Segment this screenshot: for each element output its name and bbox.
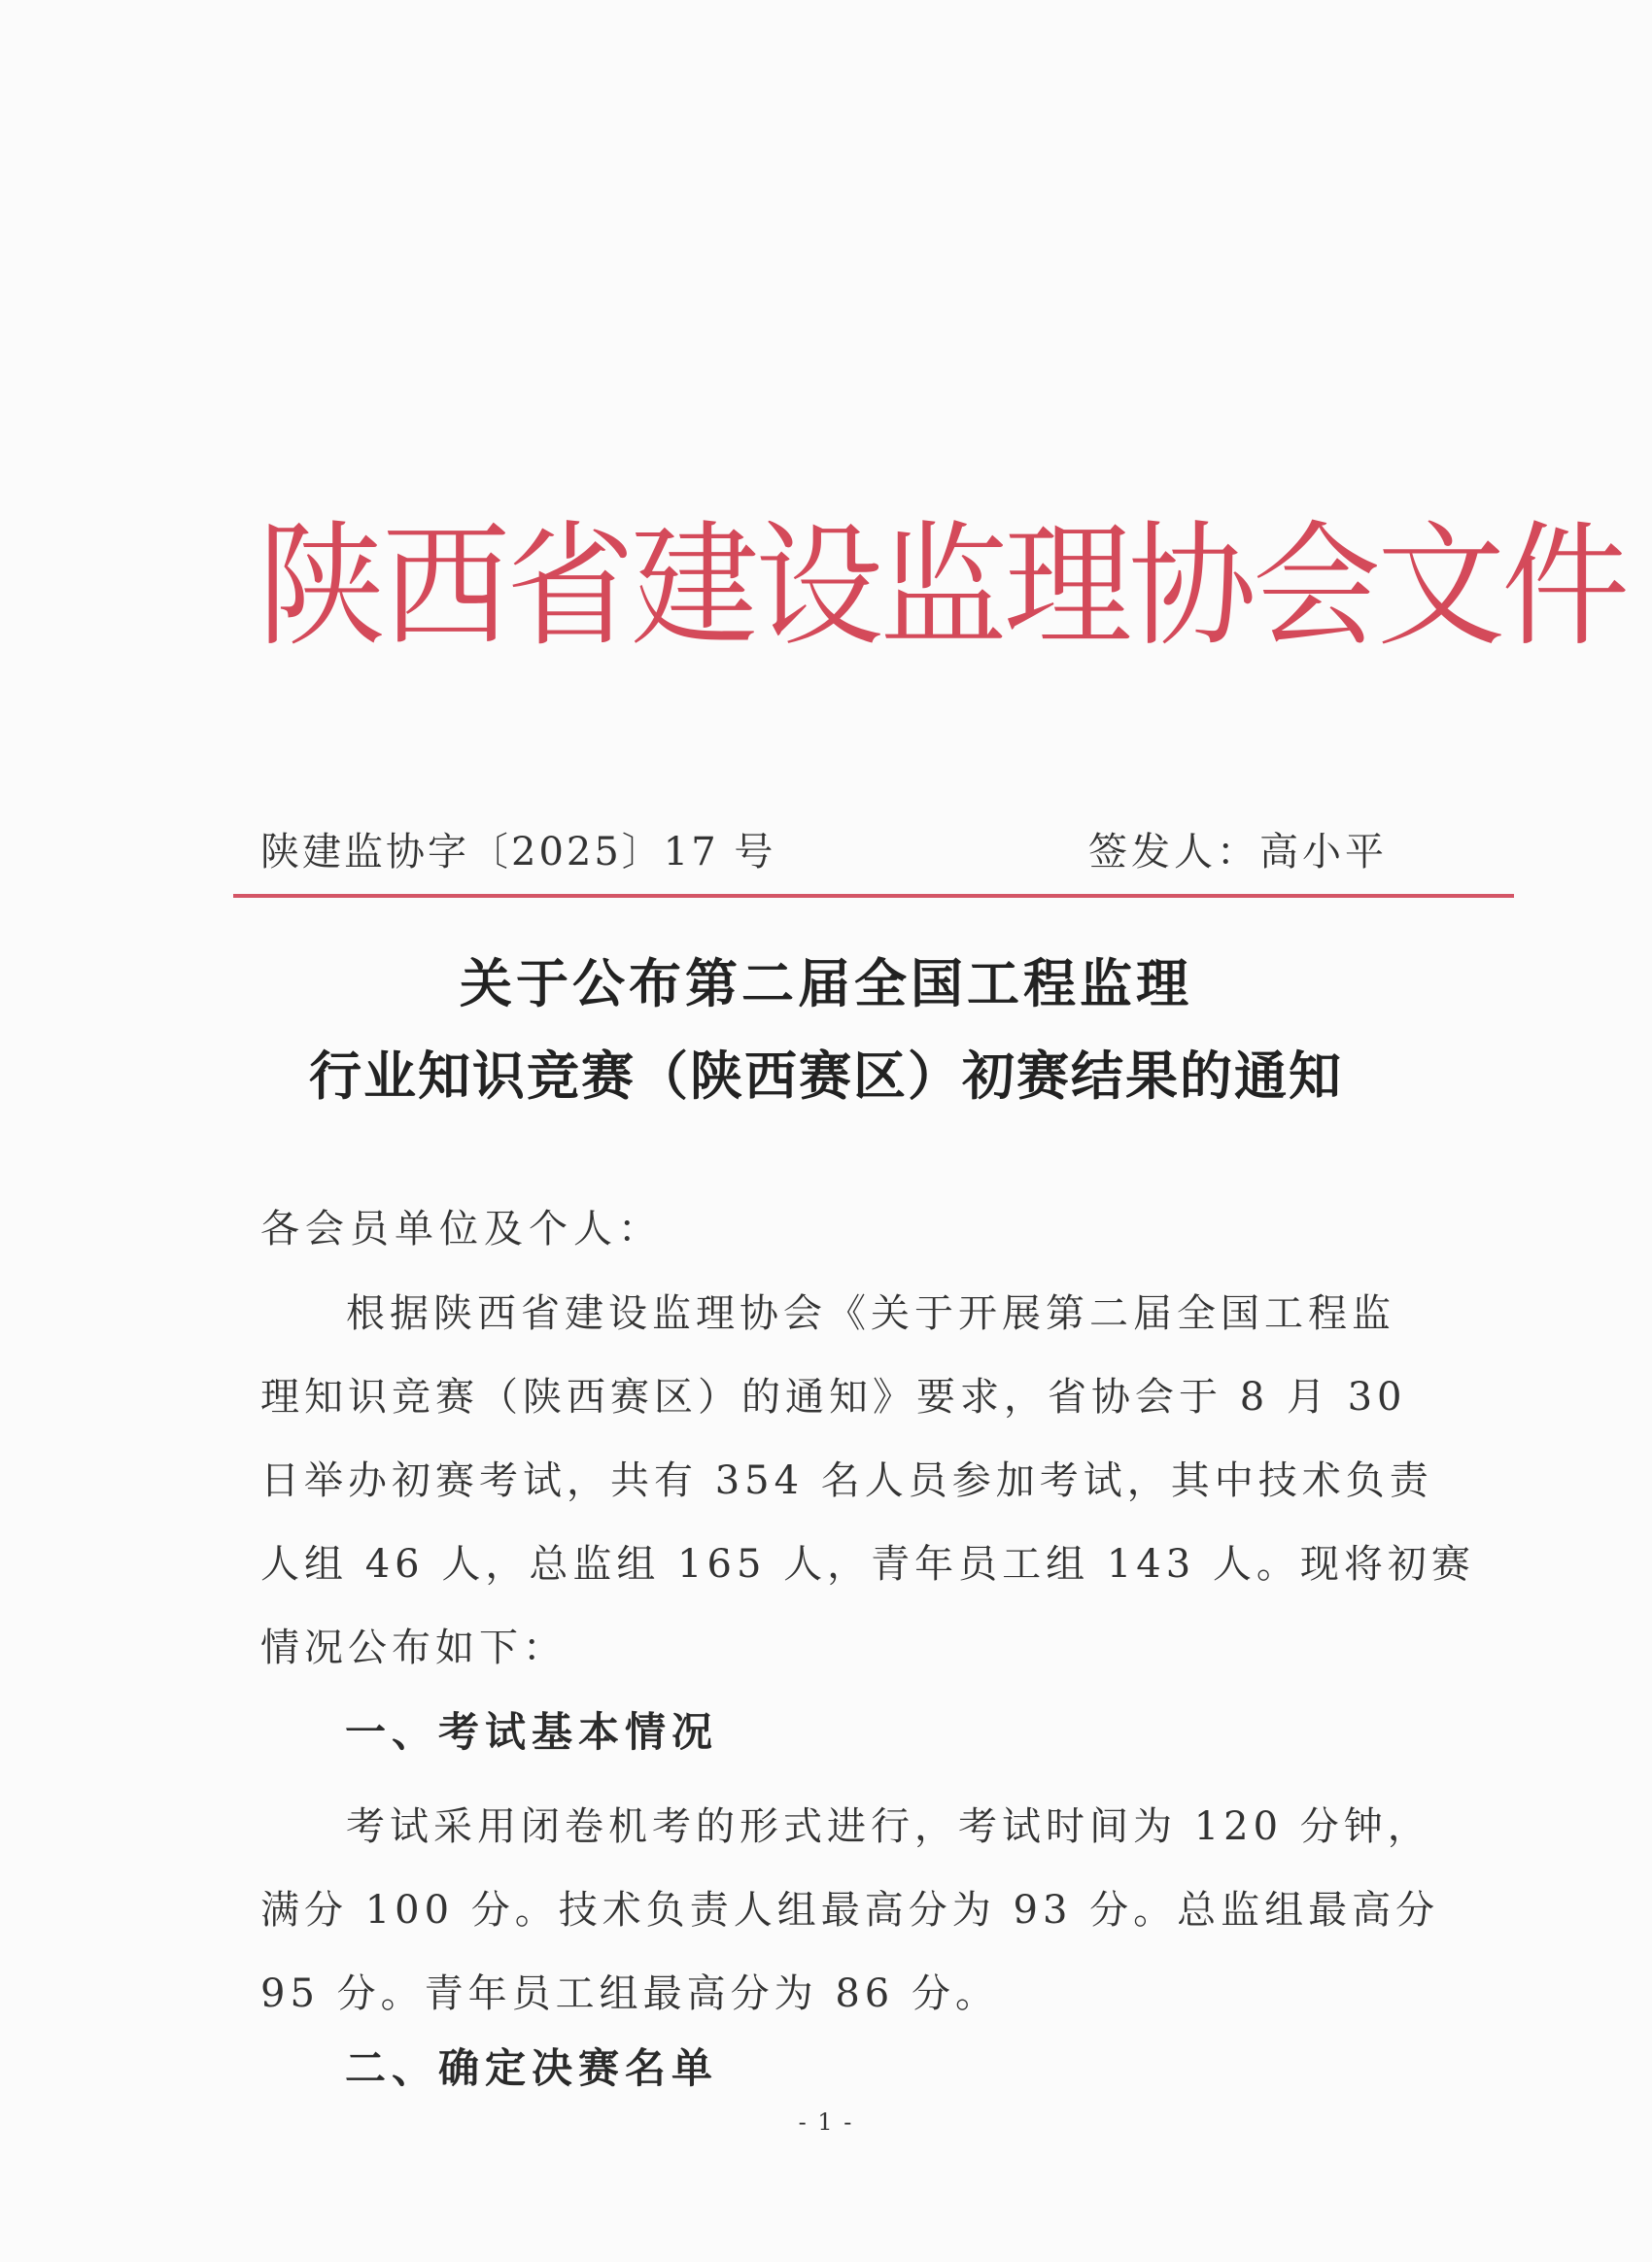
masthead-title: 陕西省建设监理协会文件	[258, 508, 1626, 666]
section-heading-1: 一、考试基本情况	[345, 1708, 719, 1756]
page-number: - 1 -	[798, 2108, 854, 2136]
paragraph-1-line: 人组 46 人，总监组 165 人，青年员工组 143 人。现将初赛	[260, 1542, 1475, 1587]
notice-title-line-1: 关于公布第二届全国工程监理	[460, 953, 1192, 1014]
salutation: 各会员单位及个人：	[260, 1207, 663, 1251]
paragraph-1-line: 日举办初赛考试，共有 354 名人员参加考试，其中技术负责	[260, 1458, 1433, 1503]
section-heading-2: 二、确定决赛名单	[345, 2044, 719, 2092]
notice-title-line-2: 行业知识竞赛（陕西赛区）初赛结果的通知	[309, 1045, 1343, 1107]
paragraph-2-line: 满分 100 分。技术负责人组最高分为 93 分。总监组最高分	[260, 1888, 1440, 1933]
paragraph-1-line: 根据陕西省建设监理协会《关于开展第二届全国工程监	[346, 1291, 1395, 1336]
paragraph-1-line: 情况公布如下：	[260, 1626, 567, 1670]
paragraph-2-line: 95 分。青年员工组最高分为 86 分。	[260, 1971, 999, 2016]
document-number: 陕建监协字〔2025〕17 号	[260, 830, 776, 874]
signer: 签发人：高小平	[1088, 830, 1388, 874]
paragraph-2-line: 考试采用闭卷机考的形式进行，考试时间为 120 分钟，	[346, 1804, 1431, 1849]
document-info-row	[260, 821, 1388, 874]
red-divider	[233, 894, 1514, 898]
paragraph-1-line: 理知识竞赛（陕西赛区）的通知》要求，省协会于 8 月 30	[260, 1375, 1407, 1420]
